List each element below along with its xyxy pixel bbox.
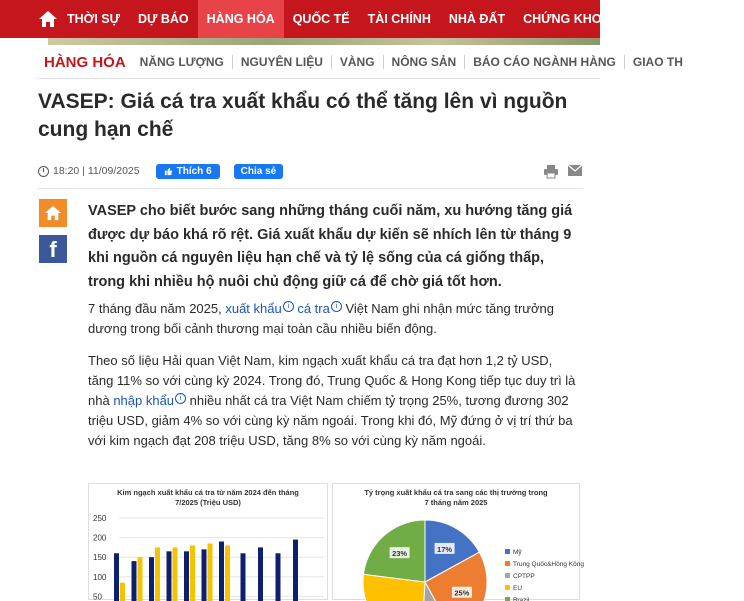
bar-chart (88, 483, 328, 600)
nav-item-hang-hoa[interactable]: HÀNG HÓA (198, 0, 284, 38)
article-tools (543, 164, 583, 179)
y-tick-label: 150 (93, 553, 107, 563)
paragraph-text: 7 tháng đầu năm 2025, (88, 301, 226, 316)
print-icon[interactable] (543, 164, 559, 179)
bar-2024 (149, 557, 154, 601)
like-label: Thích 6 (176, 165, 212, 177)
paragraph-text: nhiều nhất cá tra Việt Nam chiếm tỷ trọng 25%, tương đương 302 triệu USD, giảm 4% so với cùng kỳ năm ngoái. Trong khi đó, Mỹ đứng ở vị trí thứ ba với kim ngạch đạt 208 triệu USD, tăng 8% so với cùng kỳ năm ngoái. (88, 393, 573, 448)
legend-swatch (505, 573, 510, 578)
facebook-icon[interactable]: f (39, 235, 67, 263)
nav-item-thoi-su[interactable]: THỜI SỰ (67, 12, 120, 26)
info-icon[interactable]: i (331, 301, 342, 312)
bar-2025 (138, 557, 143, 601)
home-share-icon[interactable] (39, 199, 67, 227)
bar-2025 (190, 545, 195, 601)
article-datetime: 18:20 | 11/09/2025 (53, 165, 140, 177)
legend-label: EU (513, 585, 523, 592)
subnav-item-vang[interactable]: VÀNG (331, 55, 383, 69)
y-tick-label: 200 (93, 533, 107, 543)
bar-2024 (114, 553, 119, 601)
keyword-link-nhap-khau[interactable]: nhập khẩu (113, 393, 175, 408)
legend-swatch (505, 597, 510, 601)
bar-2025 (208, 543, 213, 601)
header-decoration (48, 38, 600, 45)
subnav-item-nguyen-lieu[interactable]: NGUYÊN LIỆU (232, 55, 331, 69)
bar-2024 (219, 542, 224, 601)
info-icon[interactable]: i (175, 393, 186, 404)
nav-item-doanh-nghiep[interactable]: DOANH NGHIỆP (637, 12, 735, 26)
paragraph-text: Việt Nam ghi nhận mức tăng trưởng dương trong bối cảnh thương mại toàn cầu nhiều biến động. (88, 301, 554, 336)
facebook-like-button[interactable] (156, 164, 220, 179)
legend-label: CPTPP (513, 573, 535, 580)
article-paragraph (88, 299, 578, 339)
legend-label: Brazil (513, 597, 530, 601)
bar-2024 (202, 549, 207, 601)
y-tick-label: 250 (93, 514, 107, 523)
y-tick-label: 100 (93, 572, 107, 582)
email-icon[interactable] (567, 164, 583, 177)
bar-2024 (276, 553, 281, 601)
thumbs-up-icon (164, 167, 173, 176)
info-icon[interactable]: i (283, 301, 294, 312)
clock-icon (38, 166, 49, 177)
legend-swatch (505, 585, 510, 590)
pie-chart-svg (333, 484, 584, 601)
y-tick-label: 50 (93, 592, 102, 601)
subnav-item-nang-luong[interactable]: NĂNG LƯỢNG (139, 55, 224, 69)
legend-swatch (505, 549, 510, 554)
bar-2024 (258, 547, 263, 601)
bar-2025 (173, 547, 178, 601)
chart-title: Kim ngạch xuất khẩu cá tra từ năm 2024 đến tháng 7/2025 (Triệu USD) (117, 488, 299, 507)
top-navigation (0, 0, 735, 38)
chart-title: Tỷ trọng xuất khẩu cá tra sang các thị trường trong 7 tháng năm 2025 (364, 488, 548, 507)
article-lead: VASEP cho biết bước sang những tháng cuối năm, xu hướng tăng giá được dự báo khá rõ rệt. Giá xuất khẩu dự kiến sẽ nhích lên từ tháng 9 khi nguồn cá nguyên liệu hạn chế và tỷ lệ sống của cá giống thấp, trong khi nhiều hộ nuôi chủ động giữ cá để chờ giá tốt hơn. (88, 203, 573, 290)
facebook-share-button[interactable]: Chia sẻ (234, 164, 284, 179)
bar-2024 (241, 553, 246, 601)
bar-2024 (132, 561, 137, 601)
slice-label: 23% (392, 549, 408, 559)
bar-2024 (167, 551, 172, 601)
article-meta (38, 162, 583, 180)
paragraph-text: Theo số liệu Hải quan Việt Nam, kim ngạch xuất khẩu cá tra đạt hơn 1,2 tỷ USD, tăng 11% so với cùng kỳ 2024. Trong đó, Trung Quốc & Hong Kong tiếp tục duy trì là nhà (88, 353, 576, 408)
nav-item-chung-khoan[interactable]: CHỨNG KHOÁN (523, 12, 620, 26)
subnav-item-bao-cao[interactable]: BÁO CÁO NGÀNH HÀNG (464, 55, 624, 69)
bar-2024 (184, 551, 189, 601)
bar-chart-svg (89, 484, 329, 601)
subnav-item-nong-san[interactable]: NÔNG SẢN (383, 55, 465, 69)
nav-item-du-bao[interactable]: DỰ BÁO (137, 12, 189, 26)
legend-label: Trung Quốc&Hồng Kông (513, 561, 584, 568)
divider (38, 78, 600, 79)
keyword-link-ca-tra[interactable]: cá tra (297, 301, 330, 316)
legend-swatch (505, 561, 510, 566)
nav-item-nha-dat[interactable]: NHÀ ĐẤT (448, 12, 506, 26)
nav-item-quoc-te[interactable]: QUỐC TẾ (292, 12, 350, 26)
pie-chart (332, 483, 584, 601)
article-title: VASEP: Giá cá tra xuất khẩu có thể tăng lên vì nguồn cung hạn chế (38, 90, 568, 141)
bar-2025 (225, 545, 230, 601)
sub-navigation (38, 52, 683, 72)
slice-label: 17% (437, 544, 453, 554)
divider (38, 188, 583, 189)
bar-2025 (120, 583, 125, 601)
category-title[interactable]: HÀNG HÓA (44, 53, 126, 71)
nav-item-tai-chinh[interactable]: TÀI CHÍNH (367, 12, 431, 26)
keyword-link-xuat-khau[interactable]: xuất khẩu (225, 301, 282, 316)
home-icon[interactable] (38, 0, 58, 38)
slice-label: 25% (454, 588, 470, 598)
bar-2025 (155, 547, 160, 601)
bar-2024 (293, 540, 298, 601)
article-paragraph (88, 351, 578, 451)
legend-label: Mỹ (513, 549, 522, 556)
subnav-item-giao-thuong[interactable]: GIAO TH (624, 55, 691, 69)
